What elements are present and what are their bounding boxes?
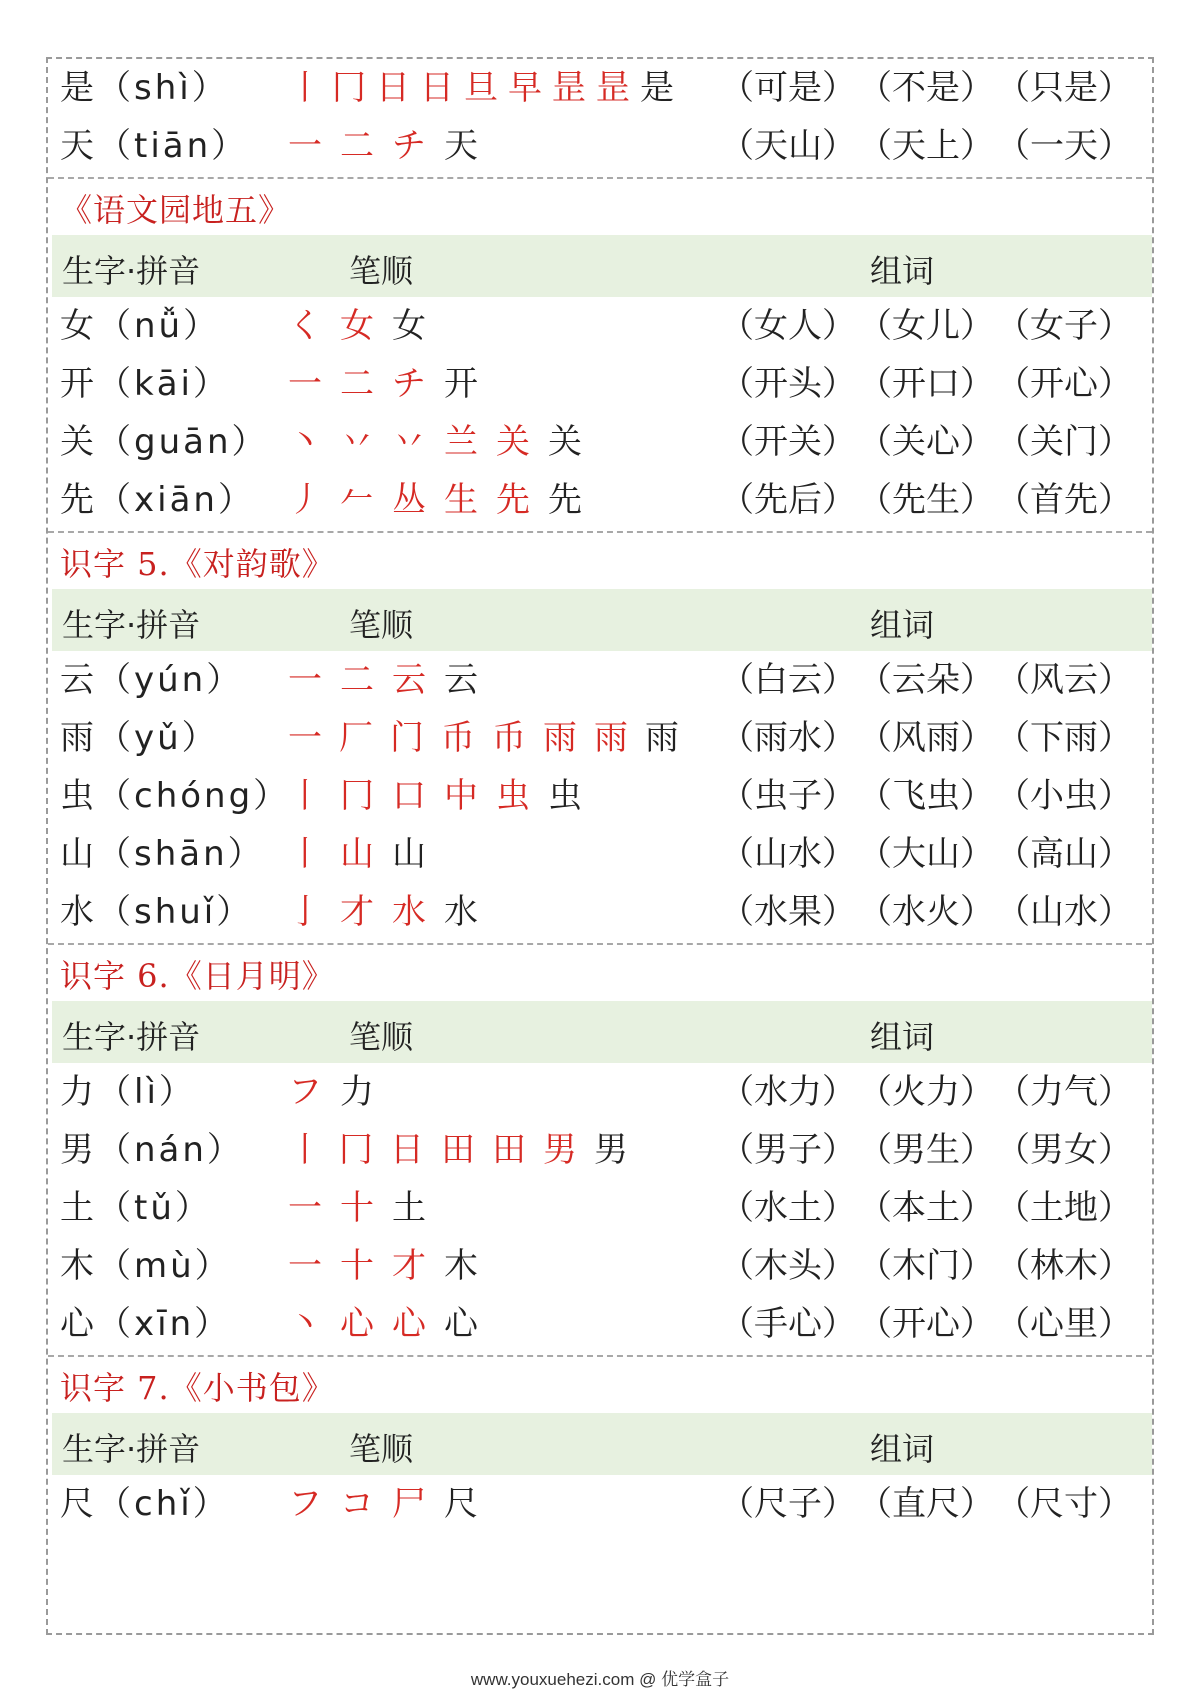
stroke-glyph: 昰 — [596, 68, 630, 108]
stroke-step — [645, 709, 679, 767]
stroke-step — [548, 413, 582, 471]
pinyin: （nǚ） — [97, 306, 221, 346]
word-phrase: （风云） — [996, 660, 1132, 700]
stroke-step — [444, 1237, 478, 1295]
word-phrase: （开口） — [858, 364, 994, 404]
stroke-step — [392, 651, 426, 709]
word-phrase: （先生） — [858, 480, 994, 520]
word-phrase: （白云） — [720, 660, 856, 700]
word-phrase: （手心） — [720, 1304, 856, 1344]
word-phrase: （小虫） — [996, 776, 1132, 816]
pinyin: （yǔ） — [97, 718, 219, 758]
stroke-step — [288, 355, 322, 413]
word-phrase: （开头） — [720, 364, 856, 404]
word-phrase: （雨水） — [720, 718, 856, 758]
stroke-step — [392, 297, 426, 355]
stroke-glyph: 先 — [548, 480, 582, 520]
stroke-glyph: 力 — [340, 1072, 374, 1112]
stroke-step — [288, 59, 322, 117]
stroke-glyph: 一 — [288, 660, 322, 700]
character: 山 — [60, 834, 97, 874]
stroke-step — [340, 1237, 374, 1295]
char-row — [48, 1063, 1152, 1121]
stroke-step — [288, 825, 322, 883]
pinyin: （shuǐ） — [97, 892, 254, 932]
stroke-glyph: 丶 — [288, 422, 322, 462]
character: 力 — [60, 1072, 97, 1112]
stroke-glyph: 关 — [496, 422, 530, 462]
word-phrase: （男生） — [858, 1130, 994, 1170]
word-phrase: （天山） — [720, 126, 856, 166]
stroke-step — [288, 1179, 322, 1237]
header-col1: 生字·拼音 — [62, 252, 201, 290]
char-row — [48, 297, 1152, 355]
header-col3: 组词 — [870, 252, 935, 290]
stroke-glyph: 木 — [444, 1246, 478, 1286]
stroke-glyph: 丿 — [288, 480, 322, 520]
word-phrase: （山水） — [996, 892, 1132, 932]
character: 关 — [60, 422, 97, 462]
stroke-step — [339, 709, 373, 767]
stroke-step — [392, 825, 426, 883]
stroke-step — [340, 1475, 374, 1533]
character: 木 — [60, 1246, 97, 1286]
word-phrase: （风雨） — [858, 718, 994, 758]
pinyin: （chóng） — [97, 776, 291, 816]
stroke-step — [594, 1121, 628, 1179]
stroke-step — [340, 825, 374, 883]
stroke-glyph: 关 — [548, 422, 582, 462]
stroke-step — [392, 471, 426, 529]
word-phrase: （飞虫） — [858, 776, 994, 816]
stroke-glyph: 尺 — [444, 1484, 478, 1524]
header-col3: 组词 — [870, 1430, 935, 1468]
stroke-glyph: 厂 — [339, 718, 373, 758]
character: 土 — [60, 1188, 97, 1228]
char-row — [48, 651, 1152, 709]
char-row — [48, 1295, 1152, 1353]
stroke-step — [340, 1063, 374, 1121]
char-row — [48, 117, 1152, 175]
section-divider — [48, 1355, 1152, 1357]
stroke-glyph: く — [288, 306, 322, 346]
pinyin: （nán） — [97, 1130, 244, 1170]
stroke-glyph: 𠂉 — [340, 480, 374, 520]
stroke-glyph: 才 — [392, 1246, 426, 1286]
stroke-step — [288, 883, 322, 941]
table-header — [52, 235, 1152, 297]
word-phrase: （本土） — [858, 1188, 994, 1228]
stroke-step — [340, 651, 374, 709]
char-row — [48, 413, 1152, 471]
stroke-step — [288, 1121, 322, 1179]
word-phrase: （虫子） — [720, 776, 856, 816]
table-header — [52, 1001, 1152, 1063]
stroke-step — [464, 59, 498, 117]
pinyin: （xiān） — [97, 480, 255, 520]
stroke-glyph: フ — [288, 1072, 322, 1112]
character: 云 — [60, 660, 97, 700]
stroke-glyph: 一 — [288, 126, 322, 166]
stroke-step — [496, 471, 530, 529]
char-row — [48, 1121, 1152, 1179]
word-phrase: （林木） — [996, 1246, 1132, 1286]
character: 心 — [60, 1304, 97, 1344]
stroke-step — [392, 1237, 426, 1295]
stroke-glyph: 旦 — [464, 68, 498, 108]
stroke-step — [288, 413, 322, 471]
stroke-step — [492, 1121, 526, 1179]
stroke-glyph: 丶 — [288, 1304, 322, 1344]
word-phrase: （关心） — [858, 422, 994, 462]
header-col3: 组词 — [870, 1018, 935, 1056]
stroke-glyph: 二 — [340, 126, 374, 166]
section-title: 识字 5.《对韵歌》 — [60, 545, 335, 583]
word-phrase: （只是） — [996, 68, 1132, 108]
stroke-step — [508, 59, 542, 117]
stroke-step — [339, 1121, 373, 1179]
stroke-glyph: 一 — [288, 364, 322, 404]
word-phrase: （高山） — [996, 834, 1132, 874]
word-phrase: （水力） — [720, 1072, 856, 1112]
stroke-step — [543, 709, 577, 767]
stroke-step — [288, 767, 322, 825]
stroke-glyph: 云 — [444, 660, 478, 700]
char-row — [48, 1179, 1152, 1237]
word-phrase: （云朵） — [858, 660, 994, 700]
stroke-glyph: 丨 — [288, 834, 322, 874]
stroke-glyph: 兰 — [444, 422, 478, 462]
stroke-glyph: 口 — [392, 776, 426, 816]
stroke-step — [340, 471, 374, 529]
stroke-step — [340, 355, 374, 413]
stroke-step — [640, 59, 674, 117]
stroke-glyph: 一 — [288, 1188, 322, 1228]
stroke-step — [340, 1179, 374, 1237]
stroke-glyph: フ — [288, 1484, 322, 1524]
word-phrase: （下雨） — [996, 718, 1132, 758]
stroke-step — [496, 767, 530, 825]
stroke-glyph: 生 — [444, 480, 478, 520]
header-col2: 笔顺 — [349, 252, 414, 290]
char-row — [48, 471, 1152, 529]
char-row — [48, 767, 1152, 825]
section-title: 《语文园地五》 — [60, 191, 292, 229]
stroke-glyph: 币 — [492, 718, 526, 758]
word-phrase: （火力） — [858, 1072, 994, 1112]
word-phrase: （先后） — [720, 480, 856, 520]
stroke-step — [392, 413, 426, 471]
pinyin: （tǔ） — [97, 1188, 212, 1228]
stroke-step — [492, 709, 526, 767]
stroke-step — [392, 1475, 426, 1533]
header-col3: 组词 — [870, 606, 935, 644]
stroke-step — [548, 767, 582, 825]
word-phrase: （心里） — [996, 1304, 1132, 1344]
stroke-step — [594, 709, 628, 767]
stroke-step — [552, 59, 586, 117]
stroke-glyph: 山 — [392, 834, 426, 874]
character: 是 — [60, 68, 97, 108]
stroke-glyph: 虫 — [496, 776, 530, 816]
header-col2: 笔顺 — [349, 1430, 414, 1468]
stroke-step — [392, 355, 426, 413]
header-col2: 笔顺 — [349, 606, 414, 644]
char-row — [48, 709, 1152, 767]
table-header — [52, 589, 1152, 651]
stroke-glyph: 女 — [392, 306, 426, 346]
worksheet — [46, 57, 1154, 1635]
character: 女 — [60, 306, 97, 346]
stroke-step — [496, 413, 530, 471]
stroke-step — [548, 471, 582, 529]
stroke-step — [288, 1063, 322, 1121]
word-phrase: （开关） — [720, 422, 856, 462]
stroke-glyph: 中 — [444, 776, 478, 816]
stroke-step — [340, 767, 374, 825]
character: 天 — [60, 126, 97, 166]
stroke-step — [288, 709, 322, 767]
stroke-step — [444, 471, 478, 529]
stroke-step — [340, 1295, 374, 1353]
word-phrase: （女儿） — [858, 306, 994, 346]
pinyin: （mù） — [97, 1246, 232, 1286]
stroke-step — [543, 1121, 577, 1179]
footer-credit: www.youxuehezi.com @ 优学盒子 — [470, 1670, 730, 1689]
stroke-step — [444, 413, 478, 471]
word-phrase: （首先） — [996, 480, 1132, 520]
char-row — [48, 825, 1152, 883]
word-phrase: （开心） — [996, 364, 1132, 404]
stroke-glyph: 币 — [441, 718, 475, 758]
stroke-glyph: 丨 — [288, 68, 322, 108]
stroke-glyph: チ — [392, 364, 426, 404]
pinyin: （shì） — [97, 68, 229, 108]
word-phrase: （男子） — [720, 1130, 856, 1170]
stroke-glyph: 亅 — [288, 892, 322, 932]
header-col1: 生字·拼音 — [62, 1018, 201, 1056]
word-phrase: （一天） — [996, 126, 1132, 166]
stroke-glyph: 男 — [543, 1130, 577, 1170]
stroke-glyph: コ — [340, 1484, 374, 1524]
stroke-step — [340, 413, 374, 471]
pinyin: （lì） — [97, 1072, 196, 1112]
stroke-step — [444, 117, 478, 175]
stroke-step — [390, 1121, 424, 1179]
stroke-glyph: 天 — [444, 126, 478, 166]
stroke-glyph: 水 — [444, 892, 478, 932]
stroke-step — [288, 1237, 322, 1295]
stroke-step — [392, 1295, 426, 1353]
stroke-glyph: 田 — [441, 1130, 475, 1170]
word-phrase: （力气） — [996, 1072, 1132, 1112]
stroke-glyph: 丷 — [340, 422, 374, 462]
section-divider — [48, 177, 1152, 179]
stroke-glyph: 一 — [288, 1246, 322, 1286]
stroke-step — [288, 471, 322, 529]
stroke-step — [288, 117, 322, 175]
stroke-glyph: 早 — [508, 68, 542, 108]
char-row — [48, 59, 1152, 117]
stroke-glyph: 一 — [288, 718, 322, 758]
word-phrase: （不是） — [858, 68, 994, 108]
stroke-step — [340, 883, 374, 941]
stroke-step — [444, 1475, 478, 1533]
character: 虫 — [60, 776, 97, 816]
section-divider — [48, 943, 1152, 945]
header-col2: 笔顺 — [349, 1018, 414, 1056]
stroke-step — [441, 1121, 475, 1179]
header-col1: 生字·拼音 — [62, 606, 201, 644]
header-col1: 生字·拼音 — [62, 1430, 201, 1468]
stroke-step — [392, 1179, 426, 1237]
stroke-glyph: 雨 — [594, 718, 628, 758]
word-phrase: （直尺） — [858, 1484, 994, 1524]
stroke-glyph: 日 — [376, 68, 410, 108]
stroke-glyph: 日 — [390, 1130, 424, 1170]
stroke-step — [444, 883, 478, 941]
stroke-glyph: 丨 — [288, 1130, 322, 1170]
stroke-step — [332, 59, 366, 117]
stroke-glyph: 男 — [594, 1130, 628, 1170]
stroke-glyph: 冂 — [340, 776, 374, 816]
character: 雨 — [60, 718, 97, 758]
stroke-step — [340, 117, 374, 175]
word-phrase: （水果） — [720, 892, 856, 932]
word-phrase: （木门） — [858, 1246, 994, 1286]
word-phrase: （大山） — [858, 834, 994, 874]
stroke-glyph: 心 — [340, 1304, 374, 1344]
stroke-glyph: 二 — [340, 364, 374, 404]
character: 水 — [60, 892, 97, 932]
char-row — [48, 1475, 1152, 1533]
stroke-glyph: 雨 — [543, 718, 577, 758]
pinyin: （chǐ） — [97, 1484, 230, 1524]
word-phrase: （关门） — [996, 422, 1132, 462]
section-divider — [48, 531, 1152, 533]
pinyin: （xīn） — [97, 1304, 232, 1344]
char-row — [48, 1237, 1152, 1295]
word-phrase: （天上） — [858, 126, 994, 166]
character: 尺 — [60, 1484, 97, 1524]
stroke-step — [376, 59, 410, 117]
stroke-glyph: 云 — [392, 660, 426, 700]
stroke-step — [392, 883, 426, 941]
word-phrase: （尺寸） — [996, 1484, 1132, 1524]
stroke-step — [288, 1295, 322, 1353]
word-phrase: （水土） — [720, 1188, 856, 1228]
stroke-glyph: 土 — [392, 1188, 426, 1228]
stroke-glyph: 心 — [444, 1304, 478, 1344]
stroke-step — [444, 355, 478, 413]
stroke-glyph: 开 — [444, 364, 478, 404]
character: 男 — [60, 1130, 97, 1170]
pinyin: （kāi） — [97, 364, 230, 404]
stroke-glyph: 女 — [340, 306, 374, 346]
stroke-step — [441, 709, 475, 767]
stroke-glyph: 昰 — [552, 68, 586, 108]
stroke-glyph: 心 — [392, 1304, 426, 1344]
stroke-glyph: 门 — [390, 718, 424, 758]
character: 先 — [60, 480, 97, 520]
stroke-glyph: 虫 — [548, 776, 582, 816]
pinyin: （yún） — [97, 660, 244, 700]
stroke-glyph: 冂 — [332, 68, 366, 108]
stroke-step — [444, 651, 478, 709]
word-phrase: （女子） — [996, 306, 1132, 346]
character: 开 — [60, 364, 97, 404]
stroke-step — [288, 1475, 322, 1533]
stroke-glyph: 田 — [492, 1130, 526, 1170]
pinyin: （guān） — [97, 422, 269, 462]
stroke-glyph: 丛 — [392, 480, 426, 520]
section-title: 识字 7.《小书包》 — [60, 1369, 335, 1407]
pinyin: （tiān） — [97, 126, 249, 166]
stroke-step — [392, 767, 426, 825]
stroke-step — [288, 651, 322, 709]
word-phrase: （男女） — [996, 1130, 1132, 1170]
word-phrase: （开心） — [858, 1304, 994, 1344]
stroke-glyph: 尸 — [392, 1484, 426, 1524]
pinyin: （shān） — [97, 834, 265, 874]
word-phrase: （山水） — [720, 834, 856, 874]
stroke-glyph: 日 — [420, 68, 454, 108]
stroke-glyph: 十 — [340, 1246, 374, 1286]
word-phrase: （可是） — [720, 68, 856, 108]
stroke-step — [444, 1295, 478, 1353]
stroke-glyph: 是 — [640, 68, 674, 108]
stroke-glyph: 山 — [340, 834, 374, 874]
stroke-step — [392, 117, 426, 175]
char-row — [48, 883, 1152, 941]
word-phrase: （尺子） — [720, 1484, 856, 1524]
stroke-glyph: 丨 — [288, 776, 322, 816]
stroke-glyph: 雨 — [645, 718, 679, 758]
stroke-step — [340, 297, 374, 355]
stroke-step — [390, 709, 424, 767]
stroke-glyph: 十 — [340, 1188, 374, 1228]
stroke-glyph: チ — [392, 126, 426, 166]
word-phrase: （木头） — [720, 1246, 856, 1286]
char-row — [48, 355, 1152, 413]
word-phrase: （女人） — [720, 306, 856, 346]
word-phrase: （水火） — [858, 892, 994, 932]
stroke-step — [288, 297, 322, 355]
stroke-glyph: 才 — [340, 892, 374, 932]
stroke-step — [420, 59, 454, 117]
word-phrase: （土地） — [996, 1188, 1132, 1228]
table-header — [52, 1413, 1152, 1475]
stroke-step — [444, 767, 478, 825]
stroke-glyph: 先 — [496, 480, 530, 520]
stroke-glyph: 水 — [392, 892, 426, 932]
section-title: 识字 6.《日月明》 — [60, 957, 335, 995]
stroke-glyph: 二 — [340, 660, 374, 700]
stroke-glyph: 丷 — [392, 422, 426, 462]
stroke-step — [596, 59, 630, 117]
stroke-glyph: 冂 — [339, 1130, 373, 1170]
